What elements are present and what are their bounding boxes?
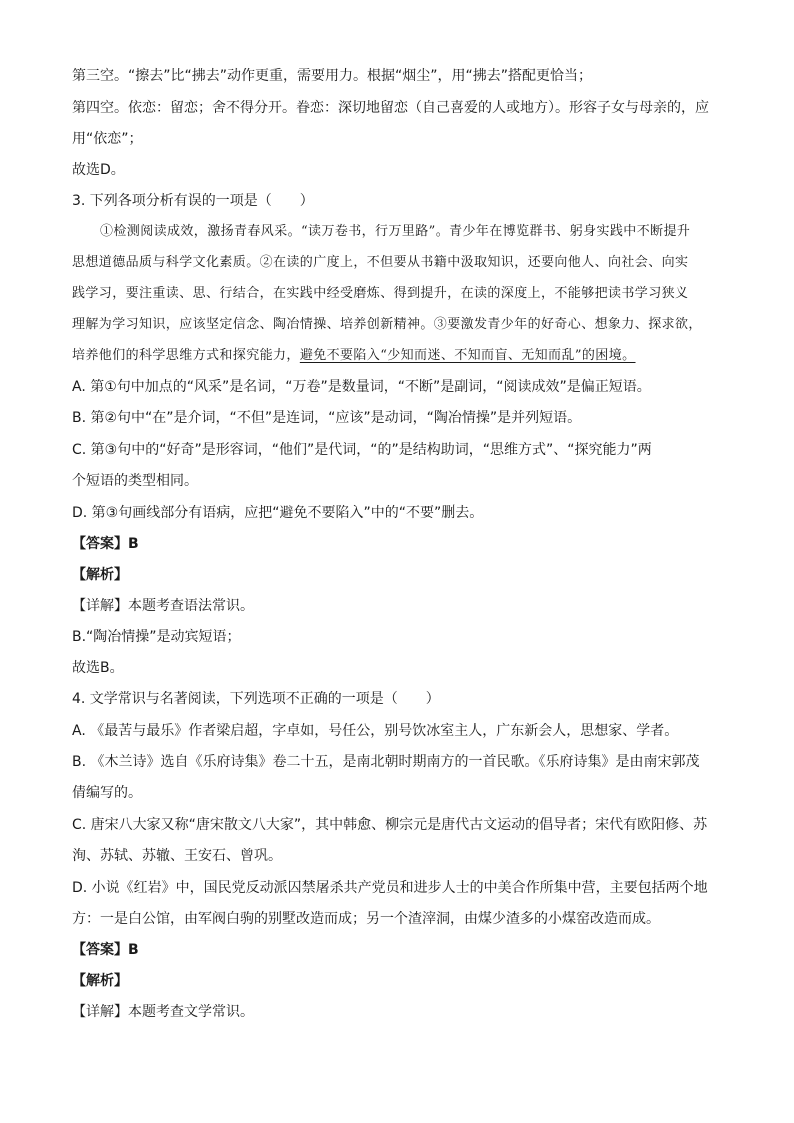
q2-explanation-line: 第三空。“擦去”比“拂去”动作更重，需要用力。根据“烟尘”，用“拂去”搭配更恰当； — [72, 68, 593, 84]
q4-option-d: D. 小说《红岩》中，国民党反动派囚禁屠杀共产党员和进步人士的中美合作所集中营，主要包括两个地 — [72, 880, 708, 896]
q4-option-b-cont: 倩编写的。 — [72, 785, 142, 801]
q3-analysis-label: 【解析】 — [72, 567, 128, 583]
q3-passage-line: 践学习，要注重读、思、行结合，在实践中经受磨炼、得到提升，在读的深度上，不能够把读书学习狭义 — [72, 286, 689, 301]
q4-analysis-label: 【解析】 — [72, 973, 128, 989]
q4-answer: 【答案】B — [72, 942, 139, 958]
q3-detail: 【详解】本题考查语法常识。 — [72, 598, 254, 614]
q4-option-d-cont: 方：一是白公馆，由军阀白驹的别墅改造而成；另一个渣滓洞，由煤少渣多的小煤窑改造而成。 — [72, 911, 660, 927]
q2-explanation-line: 用“依恋”； — [72, 131, 143, 147]
q3-passage-line: ①检测阅读成效，激扬青春风采。“读万卷书，行万里路”。青少年在博览群书、躬身实践中不断提升 — [100, 224, 691, 239]
q3-option-b: B. 第②句中“在”是介词，“不但”是连词，“应该”是动词，“陶冶情操”是并列短语。 — [72, 410, 582, 426]
q3-passage-text: 培养他们的科学思维方式和探究能力， — [72, 348, 300, 363]
q4-option-b: B. 《木兰诗》选自《乐府诗集》卷二十五，是南北朝时期南方的一首民歌。《乐府诗集》是由南宋郭茂 — [72, 754, 700, 770]
q3-option-c: C. 第③句中的“好奇”是形容词，“他们”是代词，“的”是结构助词，“思维方式”、“探究能力”两 — [72, 442, 652, 458]
q3-explanation: B.“陶冶情操”是动宾短语； — [72, 629, 241, 645]
q3-stem: 3. 下列各项分析有误的一项是（ ） — [72, 193, 314, 209]
q3-passage-line — [72, 346, 732, 366]
q3-option-d: D. 第③句画线部分有语病，应把“避免不要陷入”中的“不要”删去。 — [72, 505, 484, 521]
q3-conclusion: 故选B。 — [72, 660, 124, 676]
q4-option-a: A. 《最苦与最乐》作者梁启超，字卓如，号任公，别号饮冰室主人，广东新会人，思想家、学者。 — [72, 723, 679, 739]
q4-option-c-cont: 洵、苏轼、苏辙、王安石、曾巩。 — [72, 848, 282, 864]
q4-stem: 4. 文学常识与名著阅读，下列选项不正确的一项是（ ） — [72, 691, 440, 707]
q3-option-c-cont: 个短语的类型相同。 — [72, 473, 198, 489]
q3-underlined-sentence: 避免不要陷入“少知而迷、不知而盲、无知而乱”的困境。 — [299, 348, 636, 363]
q2-conclusion: 故选D。 — [72, 162, 125, 178]
q3-answer: 【答案】B — [72, 536, 139, 552]
q3-passage-line: 理解为学习知识，应该坚定信念、陶冶情操、培养创新精神。③要激发青少年的好奇心、想象力、探求欲， — [72, 317, 702, 332]
q3-passage-line: 思想道德品质与科学文化素质。②在读的广度上，不但要从书籍中汲取知识，还要向他人、向社会、向实 — [72, 255, 689, 270]
q4-detail: 【详解】本题考查文学常识。 — [72, 1004, 254, 1020]
q3-option-a: A. 第①句中加点的“风采”是名词，“万卷”是数量词，“不断”是副词，“阅读成效”是偏正短语。 — [72, 379, 651, 395]
q4-option-c: C. 唐宋八大家又称“唐宋散文八大家”，其中韩愈、柳宗元是唐代古文运动的倡导者；宋代有欧阳修、苏 — [72, 817, 708, 833]
q2-explanation-line: 第四空。依恋：留恋；舍不得分开。眷恋：深切地留恋（自己喜爱的人或地方）。形容子女与母亲的，应 — [72, 100, 709, 116]
